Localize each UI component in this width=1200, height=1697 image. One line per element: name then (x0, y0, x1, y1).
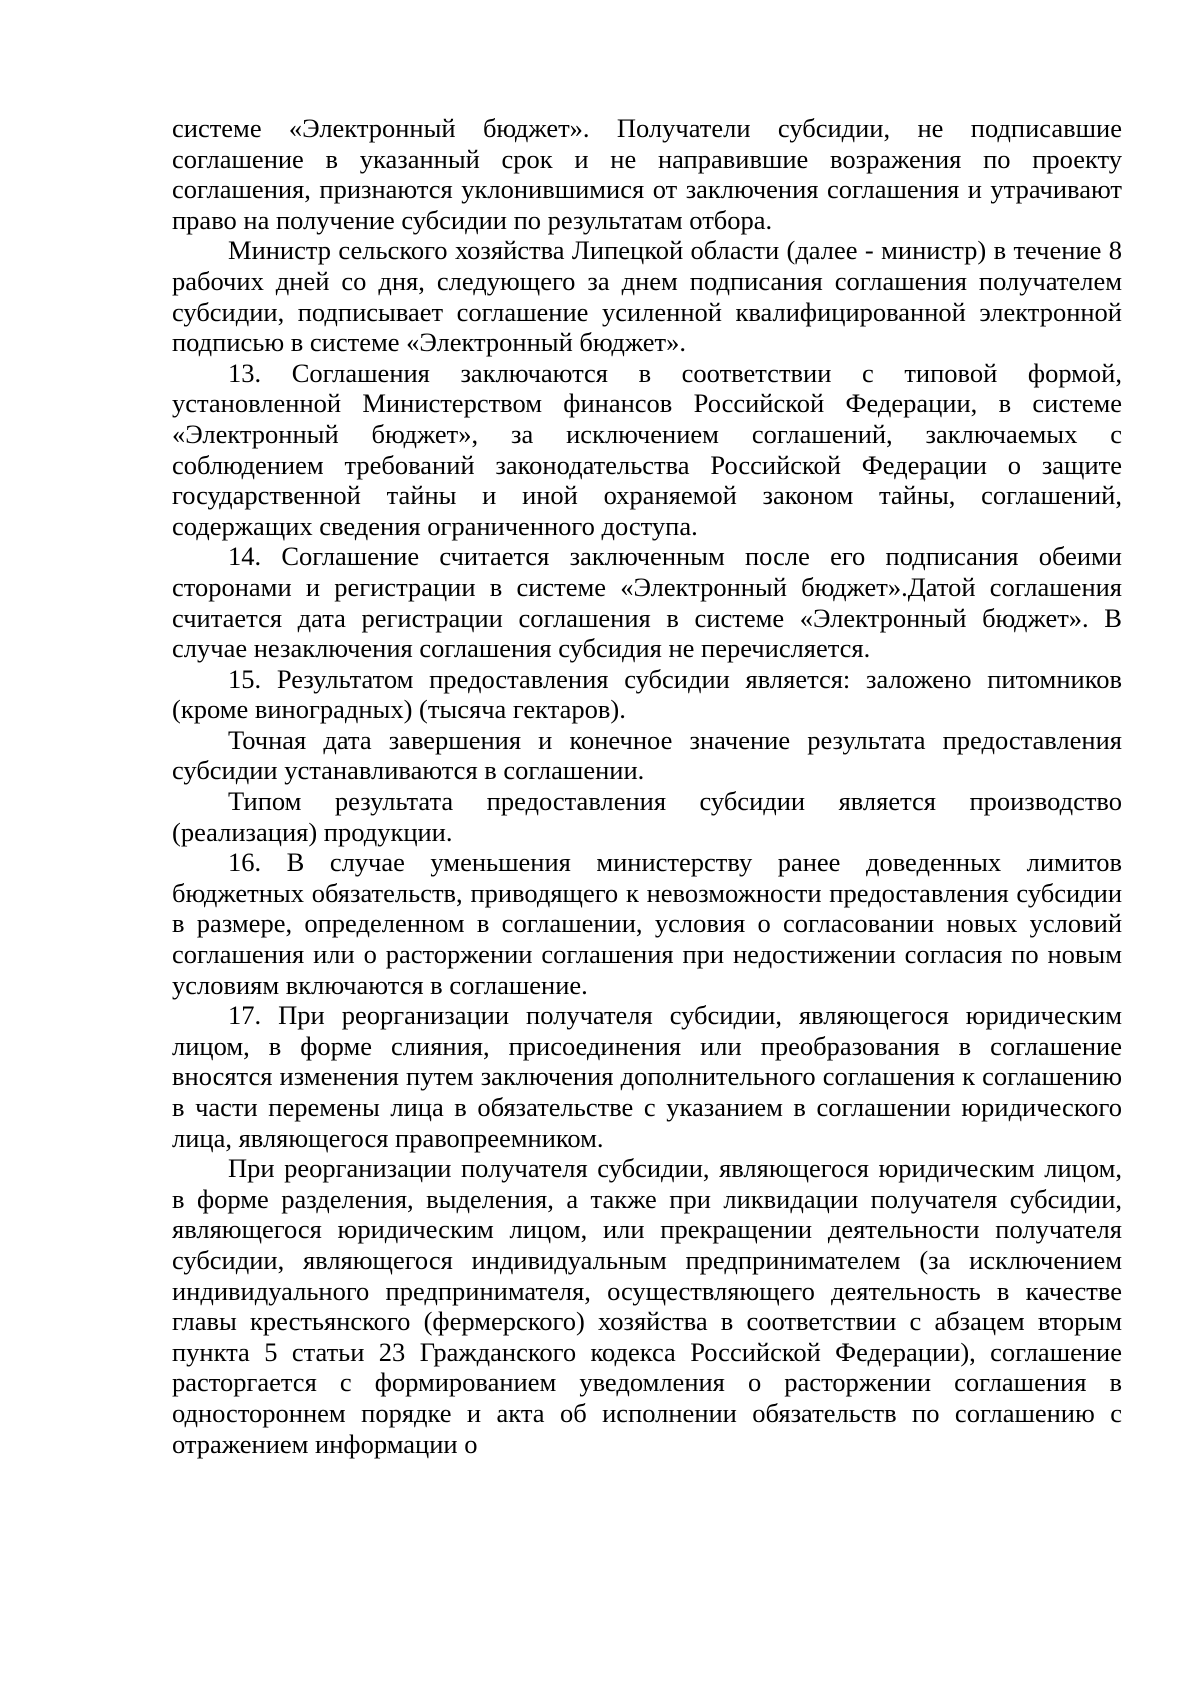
paragraph: 15. Результатом предоставления субсидии является: заложено питомников (кроме виноградных) (тысяча гектаров). (172, 663, 1122, 725)
paragraph: Точная дата завершения и конечное значение результата предоставления субсидии устанавливаются в соглашении. (172, 724, 1122, 786)
paragraph: системе «Электронный бюджет». Получатели субсидии, не подписавшие соглашение в указанный срок и не направившие возражения по проекту соглашения, признаются уклонившимися от заключения соглашения и утрачивают право на получение субсидии по результатам отбора. (172, 113, 1122, 235)
paragraph: При реорганизации получателя субсидии, являющегося юридическим лицом, в форме разделения, выделения, а также при ликвидации получателя субсидии, являющегося юридическим лицом, или прекращении деятельности получателя субсидии, являющегося индивидуальным предпринимателем (за исключением индивидуального предпринимателя, осуществляющего деятельность в качестве главы крестьянского (фермерского) хозяйства в соответствии с абзацем вторым пункта 5 статьи 23 Гражданского кодекса Российской Федерации), соглашение расторгается с формированием уведомления о расторжении соглашения в одностороннем порядке и акта об исполнении обязательств по соглашению с отражением информации о (172, 1153, 1122, 1459)
document-body (172, 113, 1122, 1459)
paragraph: 17. При реорганизации получателя субсидии, являющегося юридическим лицом, в форме слияния, присоединения или преобразования в соглашение вносятся изменения путем заключения дополнительного соглашения к соглашению в части перемены лица в обязательстве с указанием в соглашении юридического лица, являющегося правопреемником. (172, 1000, 1122, 1153)
paragraph: 16. В случае уменьшения министерству ранее доведенных лимитов бюджетных обязательств, приводящего к невозможности предоставления субсидии в размере, определенном в соглашении, условия о согласовании новых условий соглашения или о расторжении соглашения при недостижении согласия по новым условиям включаются в соглашение. (172, 847, 1122, 1000)
paragraph: Типом результата предоставления субсидии является производство (реализация) продукции. (172, 786, 1122, 847)
paragraph: Министр сельского хозяйства Липецкой области (далее - министр) в течение 8 рабочих дней со дня, следующего за днем подписания соглашения получателем субсидии, подписывает соглашение усиленной квалифицированной электронной подписью в системе «Электронный бюджет». (172, 235, 1122, 358)
paragraph: 13. Соглашения заключаются в соответствии с типовой формой, установленной Министерством финансов Российской Федерации, в системе «Электронный бюджет», за исключением соглашений, заключаемых с соблюдением требований законодательства Российской Федерации о защите государственной тайны и иной охраняемой законом тайны, соглашений, содержащих сведения ограниченного доступа. (172, 357, 1122, 541)
paragraph: 14. Соглашение считается заключенным после его подписания обеими сторонами и регистрации в системе «Электронный бюджет».Датой соглашения считается дата регистрации соглашения в системе «Электронный бюджет». В случае незаключения соглашения субсидия не перечисляется. (172, 541, 1122, 664)
